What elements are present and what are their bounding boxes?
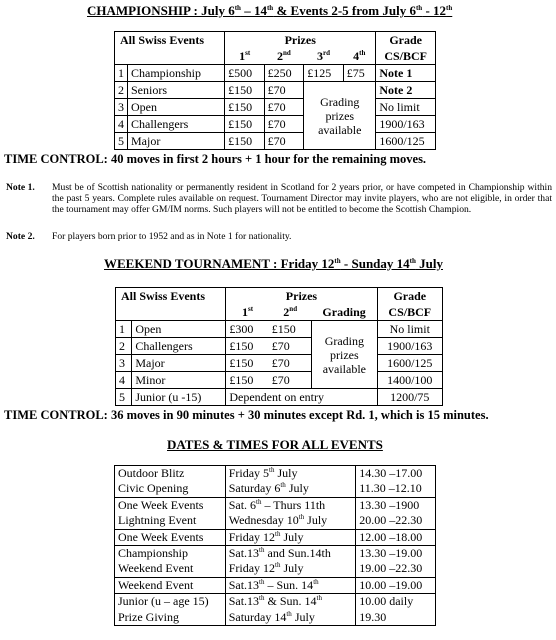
prize-2: £70	[264, 133, 304, 150]
grade-value: 1200/75	[377, 389, 442, 406]
event-name: Seniors	[128, 82, 225, 99]
event-name: Junior (u -15)	[132, 389, 226, 406]
event-name: Challengers	[132, 338, 226, 355]
row-number: 1	[115, 65, 128, 82]
prize-1: £500	[225, 65, 265, 82]
table-row	[115, 546, 436, 578]
prizes-header: Prizes	[226, 288, 377, 305]
grading-prizes-note: Grading prizes available	[312, 321, 377, 389]
prize-2: £70	[264, 99, 304, 116]
prize-1: £150	[226, 372, 269, 389]
grade-header: Grade	[377, 288, 442, 305]
event-name: Challengers	[128, 116, 225, 133]
weekend-table	[115, 287, 443, 406]
time-cell: 14.30 –17.00 11.30 –12.10	[356, 466, 436, 498]
event-name: Major	[132, 355, 226, 372]
table-row	[116, 355, 443, 372]
prize-1: £150	[225, 116, 265, 133]
prize-2: £70	[269, 372, 312, 389]
table-row	[115, 497, 436, 529]
grade-subheader: CS/BCF	[377, 304, 442, 321]
events-header: All Swiss Events	[115, 32, 225, 49]
date-cell: Sat. 6th – Thurs 11th Wednesday 10th July	[225, 497, 356, 529]
table-subheader-row	[115, 48, 436, 65]
prize-4: £75	[343, 65, 376, 82]
table-row	[115, 99, 436, 116]
prize-1: £150	[225, 133, 265, 150]
grade-value: Note 1	[376, 65, 436, 82]
prize-4th-header: 4th	[343, 48, 376, 65]
prize-1: £150	[226, 338, 269, 355]
prize-1: £150	[225, 82, 265, 99]
prize-2: £70	[264, 82, 304, 99]
grading-header: Grading	[312, 304, 377, 321]
row-number: 4	[116, 372, 132, 389]
event-cell: One Week Events	[115, 529, 226, 545]
grade-value: 1400/100	[377, 372, 442, 389]
grade-value: 1600/125	[377, 355, 442, 372]
prize-2: £70	[269, 338, 312, 355]
time-cell: 12.00 –18.00	[356, 529, 436, 545]
table-row	[115, 65, 436, 82]
prize-1: £300	[226, 321, 269, 338]
table-row	[115, 116, 436, 133]
table-header-row	[116, 288, 443, 305]
prizes-header: Prizes	[225, 32, 376, 49]
notes-section	[6, 182, 552, 244]
prize-2: £150	[269, 321, 312, 338]
note-1-label: Note 1.	[6, 182, 35, 193]
grade-value: No limit	[376, 99, 436, 116]
events-header: All Swiss Events	[116, 288, 226, 305]
prize-1st-header: 1st	[226, 304, 269, 321]
prize-2nd-header: 2nd	[269, 304, 312, 321]
note-2-text: For players born prior to 1952 and as in Note 1 for nationality.	[52, 231, 292, 242]
table-row	[115, 594, 436, 626]
prize-2: £250	[264, 65, 304, 82]
championship-table	[114, 31, 436, 150]
time-control-weekend: TIME CONTROL: 36 moves in 90 minutes + 30 minutes except Rd. 1, which is 15 minutes.	[4, 408, 489, 422]
grading-prizes-note: Grading prizes available	[304, 82, 376, 150]
grade-value: Note 2	[376, 82, 436, 99]
table-row	[115, 577, 436, 593]
prize-1st-header: 1st	[225, 48, 265, 65]
grade-header: Grade	[376, 32, 436, 49]
weekend-title: WEEKEND TOURNAMENT : Friday 12th - Sunday 14th July	[104, 256, 443, 271]
event-cell: One Week Events Lightning Event	[115, 497, 226, 529]
row-number: 5	[115, 133, 128, 150]
row-number: 5	[116, 389, 132, 406]
table-row	[116, 338, 443, 355]
grade-value: No limit	[377, 321, 442, 338]
row-number: 3	[116, 355, 132, 372]
table-subheader-row	[116, 304, 443, 321]
grade-value: 1600/125	[376, 133, 436, 150]
table-row	[115, 82, 436, 99]
date-cell: Friday 12th July	[225, 529, 356, 545]
event-name: Major	[128, 133, 225, 150]
prize-2: £70	[269, 355, 312, 372]
event-name: Championship	[128, 65, 225, 82]
event-cell: Weekend Event	[115, 577, 226, 593]
date-cell: Sat.13th & Sun. 14th Saturday 14th July	[225, 594, 356, 626]
table-row	[115, 133, 436, 150]
dates-table	[114, 465, 436, 626]
event-name: Open	[128, 99, 225, 116]
prize-3: £125	[304, 65, 344, 82]
table-row	[116, 372, 443, 389]
time-cell: 10.00 –19.00	[356, 577, 436, 593]
date-cell: Sat.13th – Sun. 14th	[225, 577, 356, 593]
prize-2: £70	[264, 116, 304, 133]
event-cell: Junior (u – age 15) Prize Giving	[115, 594, 226, 626]
note-1-text: Must be of Scottish nationality or permanently resident in Scotland for 2 years prior, or have competed in Championship within the past 5 years. Complete rules available on request. Tournament Director may invite players, who are not eligible, in order that the tournament may offer GM/IM norms. Such players will not be entitled to become the Scottish Champion.	[52, 182, 552, 215]
dates-title: DATES & TIMES FOR ALL EVENTS	[167, 437, 383, 452]
table-row	[115, 466, 436, 498]
prize-1: £150	[226, 355, 269, 372]
event-cell: Outdoor Blitz Civic Opening	[115, 466, 226, 498]
row-number: 1	[116, 321, 132, 338]
time-cell: 10.00 daily 19.30	[356, 594, 436, 626]
table-row	[116, 389, 443, 406]
prize-2nd-header: 2nd	[277, 49, 291, 63]
prize-3rd-header: 3rd	[316, 49, 330, 63]
row-number: 4	[115, 116, 128, 133]
date-cell: Sat.13th and Sun.14th Friday 12th July	[225, 546, 356, 578]
date-cell: Friday 5th July Saturday 6th July	[225, 466, 356, 498]
entry-note: Dependent on entry	[226, 389, 377, 406]
championship-title: CHAMPIONSHIP : July 6th – 14th & Events 2-5 from July 6th - 12th	[87, 3, 453, 18]
row-number: 2	[116, 338, 132, 355]
table-row	[116, 321, 443, 338]
prize-1: £150	[225, 99, 265, 116]
event-cell: Championship Weekend Event	[115, 546, 226, 578]
grade-subheader: CS/BCF	[376, 48, 436, 65]
event-name: Minor	[132, 372, 226, 389]
table-row	[115, 529, 436, 545]
event-name: Open	[132, 321, 226, 338]
grade-value: 1900/163	[377, 338, 442, 355]
time-cell: 13.30 –19.00 19.00 –22.30	[356, 546, 436, 578]
table-header-row	[115, 32, 436, 49]
row-number: 3	[115, 99, 128, 116]
time-control-championship: TIME CONTROL: 40 moves in first 2 hours + 1 hour for the remaining moves.	[4, 152, 427, 166]
row-number: 2	[115, 82, 128, 99]
time-cell: 13.30 –1900 20.00 –22.30	[356, 497, 436, 529]
grade-value: 1900/163	[376, 116, 436, 133]
note-2-label: Note 2.	[6, 231, 35, 242]
